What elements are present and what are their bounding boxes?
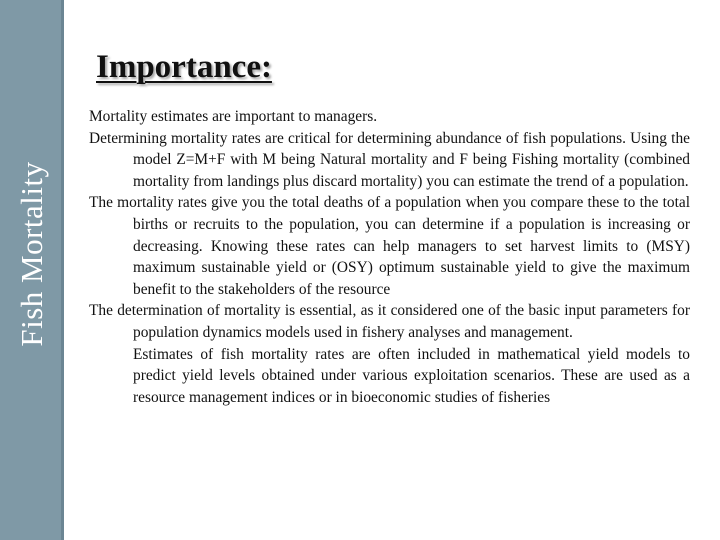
title-sidebar bbox=[0, 0, 64, 540]
slide-body bbox=[89, 106, 690, 408]
sidebar-title: Fish Mortality bbox=[14, 161, 49, 347]
paragraph-determination: The determination of mortality is essential, as it considered one of the basic input parameters for population dynamics models used in fishery analyses and management. bbox=[89, 302, 690, 341]
paragraph-estimates: Estimates of fish mortality rates are often included in mathematical yield models to predict yield levels obtained under various exploitation scenarios. These are used as a resource management indices or in bioeconomic studies of fisheries bbox=[133, 345, 690, 406]
paragraph-abundance: Determining mortality rates are critical for determining abundance of fish populations. Using the model Z=M+F with M being Natural mortality and F being Fishing mortality (combined mortality from landings plus discard mortality) you can estimate the trend of a population. bbox=[89, 129, 690, 190]
paragraph-rates: The mortality rates give you the total deaths of a population when you compare these to the total births or recruits to the population, you can determine if a population is increasing or decreasing. Knowing these rates can help managers to set harvest limits to (MSY) maximum sustainable yield or (OSY) optimum sustainable yield to give the maximum benefit to the stakeholders of the resource bbox=[89, 194, 690, 298]
slide-heading: Importance: bbox=[96, 49, 272, 85]
paragraph-intro: Mortality estimates are important to managers. bbox=[89, 108, 378, 125]
